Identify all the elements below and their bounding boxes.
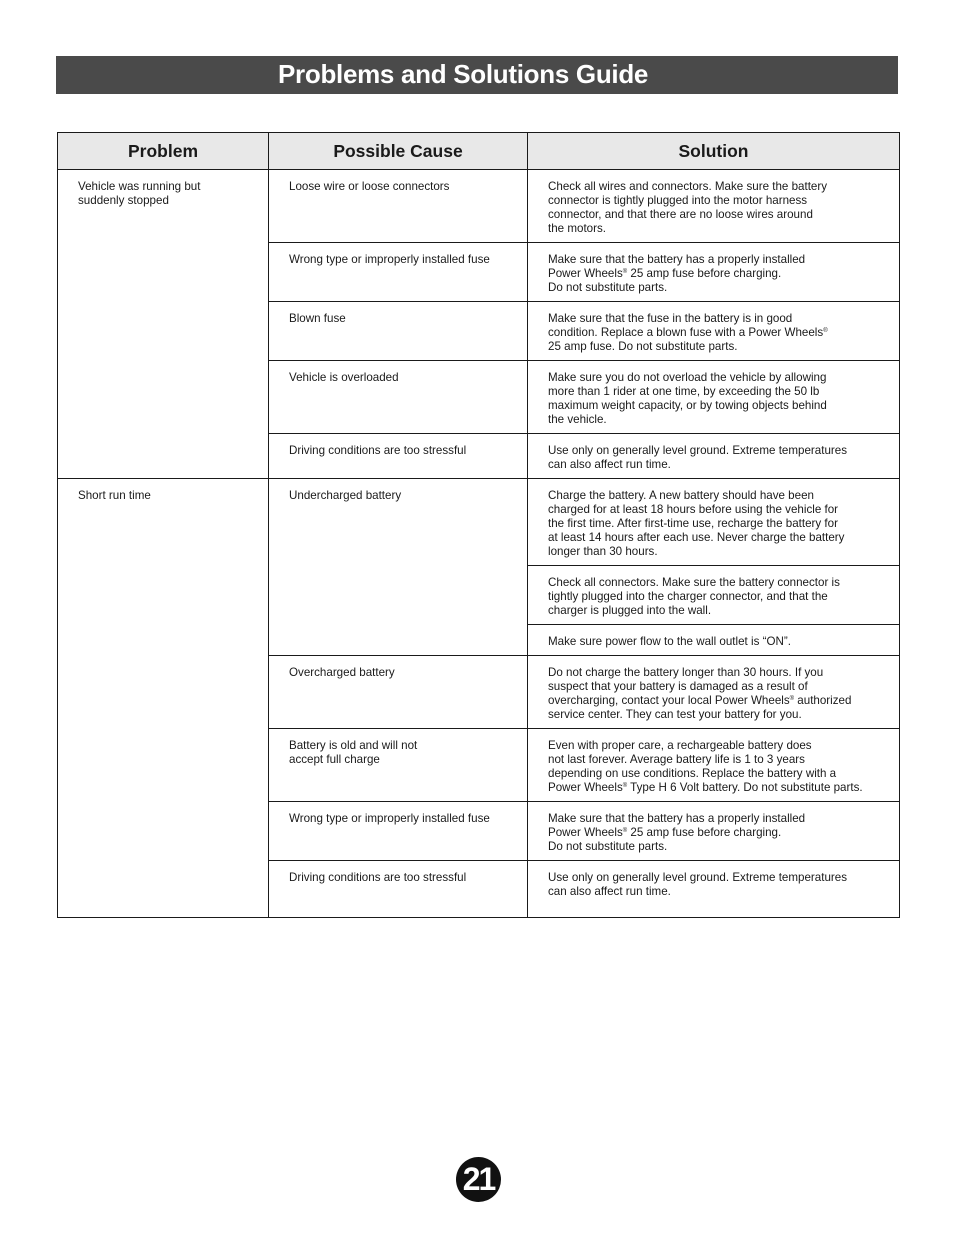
- registered-mark: ®: [823, 328, 828, 334]
- cause-cell: Vehicle is overloaded: [269, 361, 528, 434]
- cause-cell: Undercharged battery: [269, 479, 528, 656]
- page-number: 21: [456, 1157, 501, 1202]
- table-row: [58, 170, 900, 243]
- solution-cell: Make sure you do not overload the vehicle by allowing more than 1 rider at one time, by exceeding the 50 lb maximum weight capacity, or by towing objects behind the vehicle.: [528, 361, 900, 434]
- cause-cell: Wrong type or improperly installed fuse: [269, 243, 528, 302]
- header-problem: Problem: [58, 133, 269, 170]
- solution-cell: Charge the battery. A new battery should have been charged for at least 18 hours before using the vehicle for the first time. After first-time use, recharge the battery for at least 14 hours after each use. Never charge the battery longer than 30 hours.: [528, 479, 900, 566]
- solution-cell: Do not charge the battery longer than 30 hours. If you suspect that your battery is damaged as a result of overcharging, contact your local Power Wheels® authorized service center. They can test your battery for you.: [528, 656, 900, 729]
- cause-cell: Driving conditions are too stressful: [269, 434, 528, 479]
- solution-cell: Even with proper care, a rechargeable battery does not last forever. Average battery life is 1 to 3 years depending on use conditions. Replace the battery with a Power Wheels® Type H 6 Volt battery. Do not substitute parts.: [528, 729, 900, 802]
- solution-cell: Make sure that the battery has a properly installed Power Wheels® 25 amp fuse before charging. Do not substitute parts.: [528, 802, 900, 861]
- solution-cell: Make sure that the battery has a properly installed Power Wheels® 25 amp fuse before charging. Do not substitute parts.: [528, 243, 900, 302]
- solution-cell: Check all wires and connectors. Make sure the battery connector is tightly plugged into the motor harness connector, and that there are no loose wires around the motors.: [528, 170, 900, 243]
- page-title: Problems and Solutions Guide: [278, 59, 649, 89]
- cause-cell: Driving conditions are too stressful: [269, 861, 528, 918]
- solution-cell: Use only on generally level ground. Extreme temperatures can also affect run time.: [528, 434, 900, 479]
- problems-solutions-table: [57, 132, 900, 918]
- title-bar: [56, 56, 898, 94]
- registered-mark: ®: [789, 696, 795, 702]
- cause-cell: Battery is old and will not accept full charge: [269, 729, 528, 802]
- problem-cell: Vehicle was running but suddenly stopped: [58, 170, 269, 479]
- cause-cell: Loose wire or loose connectors: [269, 170, 528, 243]
- solution-cell: Check all connectors. Make sure the battery connector is tightly plugged into the charger connector, and that the charger is plugged into the wall.: [528, 566, 900, 625]
- solution-cell: Make sure power flow to the wall outlet is “ON”.: [528, 625, 900, 656]
- table-header-row: [58, 133, 900, 170]
- solution-cell: Use only on generally level ground. Extreme temperatures can also affect run time.: [528, 861, 900, 918]
- table-row: [58, 479, 900, 566]
- registered-mark: ®: [622, 783, 628, 789]
- header-solution: Solution: [528, 133, 900, 170]
- problem-cell: Short run time: [58, 479, 269, 918]
- table-body: [58, 170, 900, 918]
- header-possible-cause: Possible Cause: [269, 133, 528, 170]
- solution-cell: Make sure that the fuse in the battery is in good condition. Replace a blown fuse with a Power Wheels® 25 amp fuse. Do not substitute parts.: [528, 302, 900, 361]
- cause-cell: Wrong type or improperly installed fuse: [269, 802, 528, 861]
- cause-cell: Overcharged battery: [269, 656, 528, 729]
- registered-mark: ®: [622, 828, 628, 834]
- registered-mark: ®: [622, 269, 628, 275]
- cause-cell: Blown fuse: [269, 302, 528, 361]
